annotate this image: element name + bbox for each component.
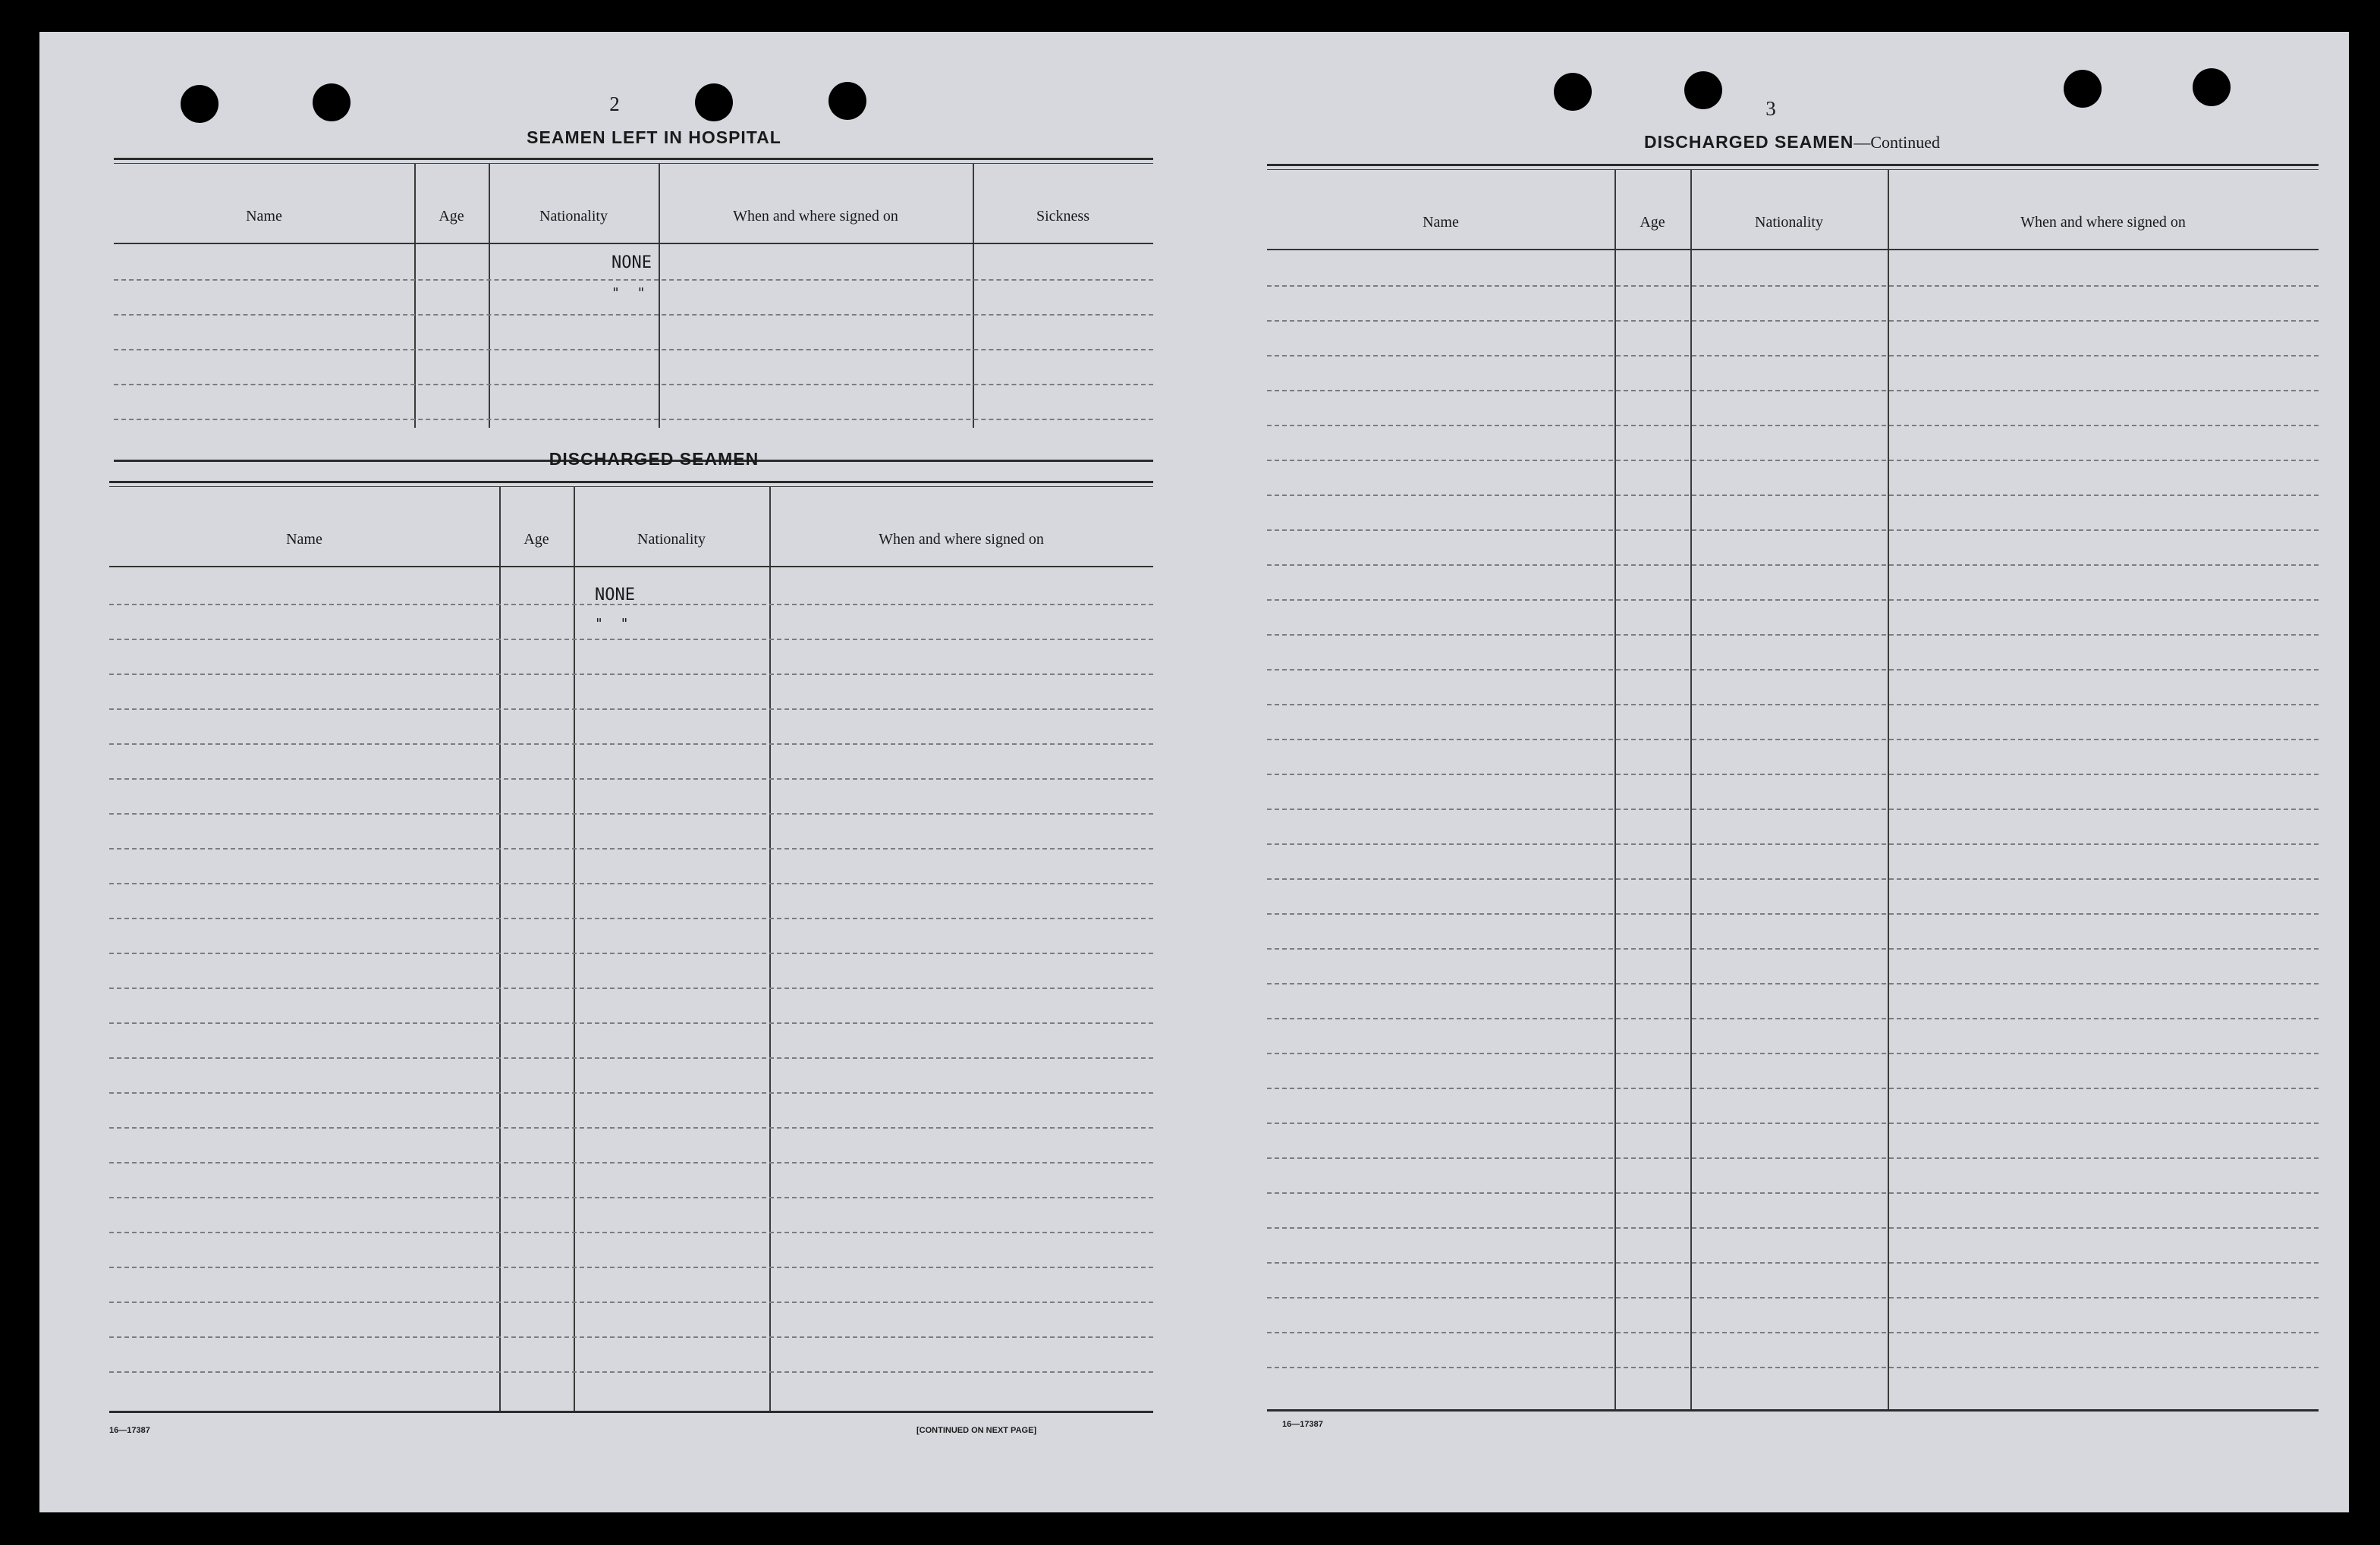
header-rule	[1267, 249, 2319, 250]
table-row	[109, 639, 1153, 640]
table-top-rule	[109, 486, 1153, 487]
table-row	[1267, 1053, 2319, 1054]
table-row	[1267, 1262, 2319, 1264]
table-row	[114, 384, 1153, 385]
discharged-section-title: DISCHARGED SEAMEN	[549, 449, 759, 469]
column-header-age: Age	[1640, 214, 1665, 231]
table-row	[109, 1092, 1153, 1094]
continued-note: [CONTINUED ON NEXT PAGE]	[916, 1426, 1037, 1435]
table-row	[1267, 599, 2319, 601]
table-row	[1267, 285, 2319, 287]
table-row	[1267, 704, 2319, 705]
table-row	[109, 604, 1153, 605]
table-row	[1267, 1018, 2319, 1019]
column-divider	[769, 487, 771, 1411]
discharged-continued-title	[1526, 132, 2058, 152]
punch-hole	[313, 83, 351, 121]
punch-hole	[695, 83, 733, 121]
table-row	[109, 953, 1153, 954]
table-row	[109, 1057, 1153, 1059]
column-header-name: Name	[1423, 214, 1459, 231]
table-row	[1267, 634, 2319, 636]
column-header-name: Name	[246, 208, 282, 225]
column-header-nationality: Nationality	[637, 531, 706, 548]
table-row	[109, 778, 1153, 780]
table-row	[1267, 390, 2319, 391]
table-row	[109, 1302, 1153, 1303]
discharged-continued-title-main: DISCHARGED SEAMEN	[1643, 132, 1854, 152]
column-divider	[414, 164, 416, 428]
nationality-ditto: " "	[595, 616, 634, 632]
table-row	[1267, 983, 2319, 984]
page-number-left: 2	[609, 93, 620, 115]
column-header-age: Age	[439, 208, 464, 225]
table-row	[1267, 1192, 2319, 1194]
column-header-nationality: Nationality	[1755, 214, 1823, 231]
punch-hole	[181, 85, 219, 123]
table-row	[109, 1232, 1153, 1233]
column-header-age: Age	[523, 531, 549, 548]
header-rule	[109, 566, 1153, 567]
table-row	[109, 1197, 1153, 1198]
discharged-continued-table	[1267, 164, 2319, 1415]
table-bottom-rule	[109, 1411, 1153, 1413]
hospital-table	[114, 158, 1153, 466]
table-row	[1267, 739, 2319, 740]
table-row	[109, 1267, 1153, 1268]
column-header-sickness: Sickness	[1036, 208, 1089, 225]
table-row	[1267, 320, 2319, 322]
punch-hole	[2193, 68, 2231, 106]
column-header-name: Name	[286, 531, 322, 548]
table-row	[114, 419, 1153, 420]
table-row	[109, 1127, 1153, 1129]
table-row	[1267, 1157, 2319, 1159]
table-row	[1267, 495, 2319, 496]
table-row	[114, 314, 1153, 316]
form-number-right: 16—17387	[1282, 1420, 1323, 1429]
nationality-entry: NONE	[595, 586, 635, 604]
discharged-continued-suffix: —Continued	[1853, 133, 1941, 152]
page-number-right: 3	[1765, 97, 1776, 120]
table-top-rule	[1267, 164, 2319, 166]
table-row	[109, 674, 1153, 675]
table-row	[1267, 774, 2319, 775]
form-number-left: 16—17387	[109, 1426, 150, 1435]
column-divider	[659, 164, 660, 428]
nationality-ditto: " "	[612, 285, 650, 301]
table-row	[109, 1162, 1153, 1163]
table-row	[114, 279, 1153, 281]
nationality-entry: NONE	[612, 253, 652, 272]
table-row	[1267, 948, 2319, 950]
table-row	[109, 918, 1153, 919]
hospital-section-title: SEAMEN LEFT IN HOSPITAL	[527, 127, 781, 147]
table-row	[1267, 460, 2319, 461]
punch-hole	[828, 82, 866, 120]
table-row	[1267, 425, 2319, 426]
table-bottom-rule	[1267, 1409, 2319, 1412]
table-row	[1267, 1367, 2319, 1368]
table-row	[114, 349, 1153, 350]
table-row	[109, 708, 1153, 710]
document-paper	[39, 32, 2349, 1512]
table-row	[1267, 564, 2319, 566]
column-header-signed-on: When and where signed on	[879, 531, 1044, 548]
column-divider	[973, 164, 974, 428]
punch-hole	[1684, 71, 1722, 109]
header-rule	[114, 243, 1153, 244]
table-row	[1267, 529, 2319, 531]
table-top-rule	[109, 481, 1153, 483]
table-top-rule	[114, 163, 1153, 164]
table-row	[1267, 878, 2319, 880]
table-row	[109, 883, 1153, 884]
table-row	[1267, 1332, 2319, 1333]
table-row	[1267, 843, 2319, 845]
column-divider	[499, 487, 501, 1411]
column-header-signed-on: When and where signed on	[733, 208, 898, 225]
column-divider	[574, 487, 575, 1411]
column-divider	[489, 164, 490, 428]
table-row	[1267, 1227, 2319, 1229]
table-row	[1267, 355, 2319, 356]
table-top-rule	[114, 158, 1153, 160]
table-row	[109, 1022, 1153, 1024]
table-row	[1267, 1123, 2319, 1124]
column-header-nationality: Nationality	[539, 208, 608, 225]
table-row	[109, 848, 1153, 849]
table-row	[1267, 913, 2319, 915]
table-row	[109, 743, 1153, 745]
table-row	[109, 988, 1153, 989]
table-row	[1267, 669, 2319, 670]
punch-hole	[2064, 70, 2102, 108]
table-row	[1267, 809, 2319, 810]
table-top-rule	[1267, 169, 2319, 170]
column-header-signed-on: When and where signed on	[2020, 214, 2186, 231]
punch-hole	[1554, 73, 1592, 111]
table-row	[1267, 1297, 2319, 1298]
table-row	[1267, 1088, 2319, 1089]
table-row	[109, 1336, 1153, 1338]
discharged-table	[109, 481, 1153, 1417]
table-row	[109, 813, 1153, 815]
table-row	[109, 1371, 1153, 1373]
